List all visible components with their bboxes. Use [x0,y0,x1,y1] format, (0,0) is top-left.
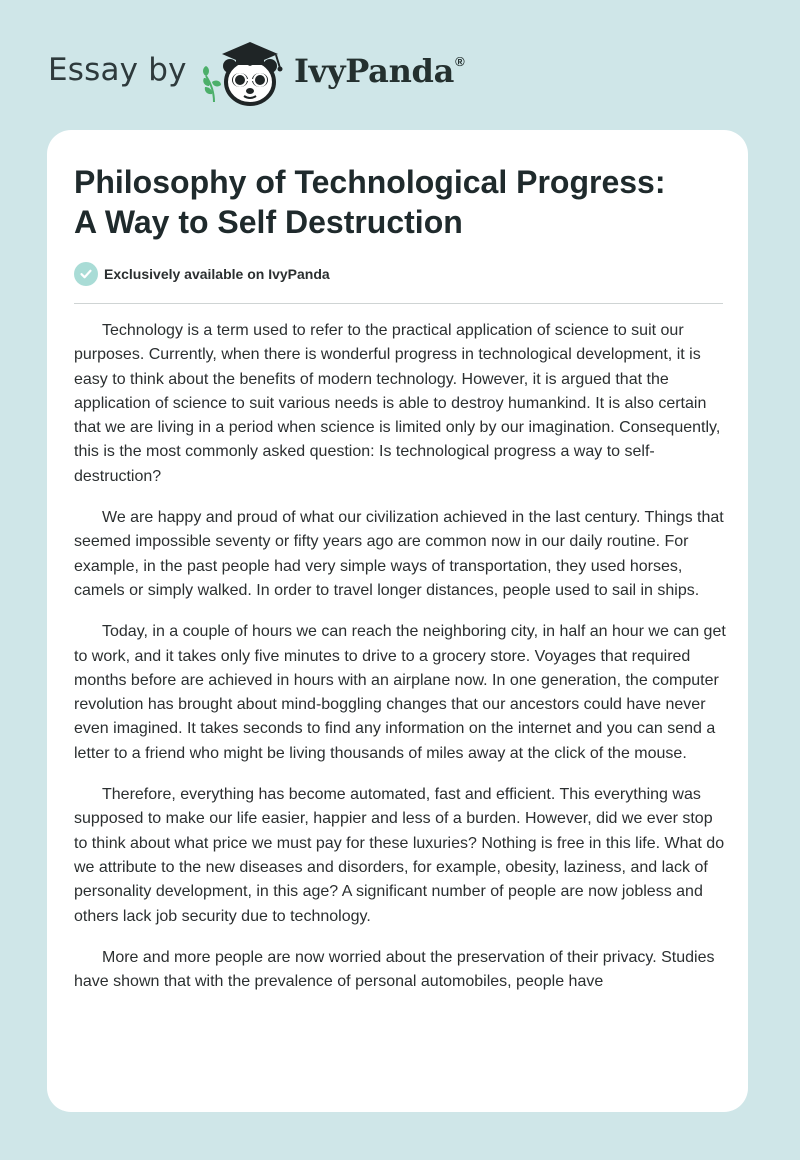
brand-name: IvyPanda [294,52,455,90]
essay-body [74,319,726,1011]
essay-card [47,130,748,1112]
essay-title-line2: A Way to Self Destruction [74,204,463,240]
paragraph: We are happy and proud of what our civilization achieved in the last century. Things that seemed impossible seventy or fifty years ago are common now in our daily routine. For example, in the past people had very simple ways of transportation, they used horses, camels or simply walked. In order to travel longer distances, people used to sail in ships. [74,509,724,599]
divider [74,303,723,304]
essay-by-label: Essay by [48,52,187,88]
paragraph: Therefore, everything has become automated, fast and efficient. This everything was supposed to make our life easier, happier and less of a burden. However, did we ever stop to think about what price we must pay for these luxuries? Nothing is free in this life. What do we attribute to the new diseases and disorders, for example, obesity, laziness, and lack of personality development, in this age? A significant number of people are now jobless and others lack job security due to technology. [74,786,725,925]
exclusive-badge [74,262,330,286]
essay-title-line1: Philosophy of Technological Progress: [74,164,666,200]
panda-graduate-icon[interactable] [200,36,292,108]
registered-mark: ® [455,54,465,69]
paragraph: More and more people are now worried about the preservation of their privacy. Studies have shown that with the prevalence of personal automobiles, people have [74,948,715,991]
exclusive-label: Exclusively available on IvyPanda [104,266,330,282]
paragraph: Today, in a couple of hours we can reach the neighboring city, in half an hour we can get to work, and it takes only five minutes to drive to a grocery store. Voyages that required months before are achieved in hours with an airplane now. In one generation, the computer revolution has brought about mind-boggling changes that our ancestors could have never even imagined. It takes seconds to find any information on the internet and you can send a letter to a friend who might be living thousands of miles away at the click of the mouse. [74,623,726,762]
paragraph: Technology is a term used to refer to the practical application of science to suit our purposes. Currently, when there is wonderful progress in technological development, it is easy to think about the benefits of modern technology. However, it is argued that the application of science to suit various needs is able to destroy humankind. It is also certain that we are living in a period when science is limited only by our imagination. Consequently, this is the most commonly asked question: Is technological progress a way to self-destruction? [74,322,721,485]
leaf-icon [203,66,221,102]
brand-logo-text[interactable] [294,52,464,90]
check-icon [74,262,98,286]
site-header [0,0,800,130]
essay-title [74,162,734,242]
